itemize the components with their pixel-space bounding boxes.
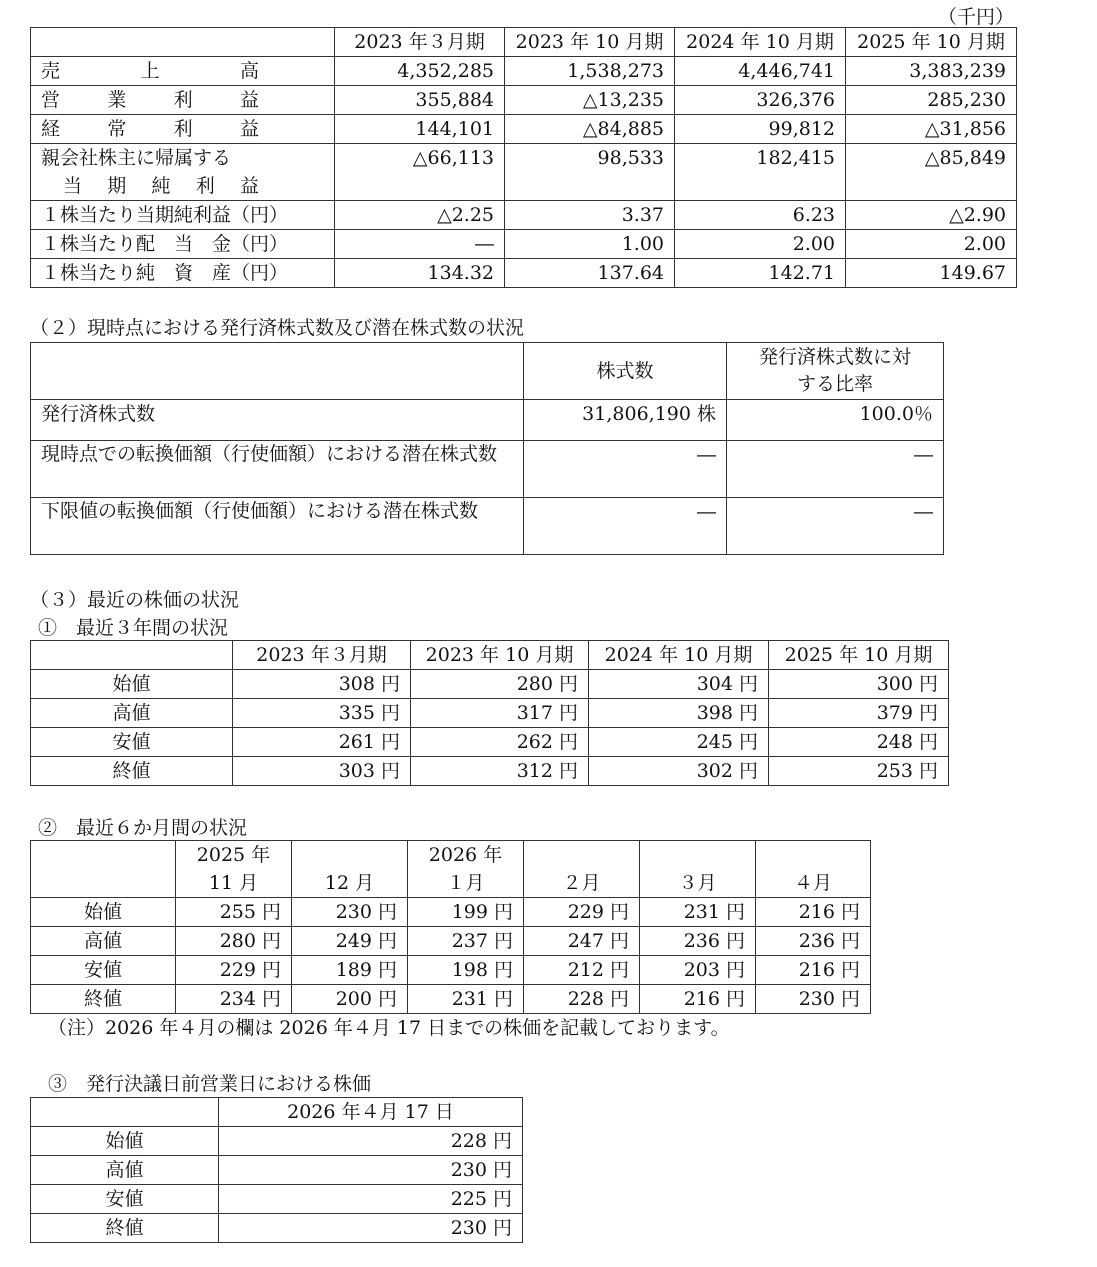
table-row	[31, 259, 1017, 288]
table-row	[31, 956, 871, 985]
table-row	[31, 400, 944, 441]
table-cell: 31,806,190 株	[524, 400, 727, 441]
table-cell: 225 円	[219, 1185, 523, 1214]
column-header: １月	[408, 869, 524, 898]
table-header-row	[31, 343, 944, 400]
table-cell: 230 円	[219, 1214, 523, 1243]
table-row	[31, 201, 1017, 230]
table-cell: 229 円	[524, 898, 640, 927]
table-cell: 144,101	[335, 115, 505, 144]
row-label: 始値	[31, 670, 233, 699]
table-cell: △31,856	[846, 115, 1017, 144]
table-cell: △13,235	[505, 86, 675, 115]
table-cell: 4,446,741	[675, 57, 846, 86]
table-row	[31, 1185, 523, 1214]
table-cell: 1.00	[505, 230, 675, 259]
table-cell: 134.32	[335, 259, 505, 288]
table-cell: 100.0％	[727, 400, 944, 441]
column-header: 2024 年 10 月期	[675, 28, 846, 57]
table-cell: 248 円	[769, 728, 949, 757]
table-row	[31, 1214, 523, 1243]
row-label: １株当たり配 当 金（円）	[31, 230, 335, 259]
table-row	[31, 1156, 523, 1185]
row-label: 終値	[31, 757, 233, 786]
table-cell: 6.23	[675, 201, 846, 230]
subsection-title-6months: ② 最近６か月間の状況	[38, 817, 248, 839]
table-cell: 229 円	[176, 956, 292, 985]
table-cell: 247 円	[524, 927, 640, 956]
row-label: 高値	[31, 1156, 219, 1185]
row-label: 現時点での転換価額（行使価額）における潜在株式数	[31, 441, 524, 498]
table-row	[31, 230, 1017, 259]
stock-resolution-day-table	[30, 1097, 523, 1243]
table-header-row	[31, 841, 871, 870]
table-cell: 200 円	[292, 985, 408, 1014]
row-label: １株当たり当期純利益（円）	[31, 201, 335, 230]
column-header: 2023 年３月期	[335, 28, 505, 57]
table-row	[31, 985, 871, 1014]
table-row	[31, 728, 949, 757]
table-cell: 216 円	[756, 898, 871, 927]
table-note: （注）2026 年４月の欄は 2026 年４月 17 日までの株価を記載しております。	[48, 1017, 730, 1039]
column-header: 11 月	[176, 869, 292, 898]
table-cell: ―	[727, 498, 944, 555]
table-cell: 228 円	[219, 1127, 523, 1156]
table-row	[31, 86, 1017, 115]
stock-6month-table	[30, 840, 871, 1014]
table-row	[31, 927, 871, 956]
column-header: ２月	[524, 869, 640, 898]
table-header-row	[31, 28, 1017, 57]
table-cell: 230 円	[292, 898, 408, 927]
row-label: 安値	[31, 728, 233, 757]
table-row	[31, 441, 944, 498]
row-label: 終値	[31, 1214, 219, 1243]
table-cell: 182,415	[675, 144, 846, 201]
shares-table	[30, 342, 944, 555]
table-cell: 231 円	[640, 898, 756, 927]
table-cell: ―	[335, 230, 505, 259]
column-header: 2023 年 10 月期	[505, 28, 675, 57]
subsection-title-3years: ① 最近３年間の状況	[38, 617, 229, 639]
row-label: 親会社株主に帰属する 当 期 純 利 益	[31, 144, 335, 201]
table-cell: 326,376	[675, 86, 846, 115]
table-cell: ―	[727, 441, 944, 498]
table-cell: 237 円	[408, 927, 524, 956]
column-header: 2025 年 10 月期	[769, 641, 949, 670]
column-header-year: 2026 年	[408, 841, 524, 870]
table-cell: 4,352,285	[335, 57, 505, 86]
column-header: 2024 年 10 月期	[589, 641, 769, 670]
table-cell: ―	[524, 498, 727, 555]
column-header: 発行済株式数に対する比率	[727, 343, 944, 400]
table-cell: 255 円	[176, 898, 292, 927]
row-label: １株当たり純 資 産（円）	[31, 259, 335, 288]
row-label: 発行済株式数	[31, 400, 524, 441]
table-cell: 203 円	[640, 956, 756, 985]
table-cell: 317 円	[411, 699, 589, 728]
table-cell: 236 円	[640, 927, 756, 956]
table-header-row	[31, 1098, 523, 1127]
table-cell: 199 円	[408, 898, 524, 927]
unit-note: （千円）	[938, 6, 1015, 28]
table-cell: 99,812	[675, 115, 846, 144]
table-cell: △2.90	[846, 201, 1017, 230]
table-cell: 1,538,273	[505, 57, 675, 86]
table-cell: 302 円	[589, 757, 769, 786]
row-label: 経 常 利 益	[31, 115, 335, 144]
column-header: ４月	[756, 869, 871, 898]
subsection-title-resolution-day: ③ 発行決議日前営業日における株価	[48, 1073, 372, 1095]
table-cell: 236 円	[756, 927, 871, 956]
table-cell: 216 円	[640, 985, 756, 1014]
column-header: 2023 年３月期	[233, 641, 411, 670]
table-cell: 303 円	[233, 757, 411, 786]
table-cell: △66,113	[335, 144, 505, 201]
table-cell: 2.00	[846, 230, 1017, 259]
row-label: 始値	[31, 898, 176, 927]
table-cell: 280 円	[411, 670, 589, 699]
table-cell: △2.25	[335, 201, 505, 230]
table-cell: 308 円	[233, 670, 411, 699]
table-row	[31, 670, 949, 699]
table-cell: 234 円	[176, 985, 292, 1014]
row-label: 高値	[31, 699, 233, 728]
section-title-stock: （３）最近の株価の状況	[30, 589, 240, 611]
table-cell: 304 円	[589, 670, 769, 699]
table-cell: 2.00	[675, 230, 846, 259]
table-cell: 212 円	[524, 956, 640, 985]
row-label: 下限値の転換価額（行使価額）における潜在株式数	[31, 498, 524, 555]
row-label: 始値	[31, 1127, 219, 1156]
table-cell: 98,533	[505, 144, 675, 201]
table-cell: △84,885	[505, 115, 675, 144]
column-header: 2025 年 10 月期	[846, 28, 1017, 57]
table-row	[31, 1127, 523, 1156]
table-cell: 230 円	[219, 1156, 523, 1185]
table-cell: 142.71	[675, 259, 846, 288]
column-header-year: 2025 年	[176, 841, 292, 870]
row-label: 高値	[31, 927, 176, 956]
table-cell: 137.64	[505, 259, 675, 288]
table-cell: 280 円	[176, 927, 292, 956]
table-cell: 3,383,239	[846, 57, 1017, 86]
table-row	[31, 757, 949, 786]
table-cell: 230 円	[756, 985, 871, 1014]
table-cell: 335 円	[233, 699, 411, 728]
table-cell: 198 円	[408, 956, 524, 985]
table-header-row	[31, 641, 949, 670]
table-cell: 253 円	[769, 757, 949, 786]
column-header: 12 月	[292, 869, 408, 898]
table-cell: 216 円	[756, 956, 871, 985]
column-header: 株式数	[524, 343, 727, 400]
table-cell: 398 円	[589, 699, 769, 728]
table-cell: 231 円	[408, 985, 524, 1014]
table-row	[31, 57, 1017, 86]
stock-3year-table	[30, 640, 949, 786]
table-cell: 300 円	[769, 670, 949, 699]
table-cell: 189 円	[292, 956, 408, 985]
table-cell: 262 円	[411, 728, 589, 757]
table-cell: 312 円	[411, 757, 589, 786]
table-cell: ―	[524, 441, 727, 498]
table-row	[31, 699, 949, 728]
row-label: 営 業 利 益	[31, 86, 335, 115]
column-header: ３月	[640, 869, 756, 898]
financial-table	[30, 27, 1017, 288]
table-row	[31, 115, 1017, 144]
row-label: 安値	[31, 1185, 219, 1214]
table-row	[31, 144, 1017, 201]
column-header: 2026 年４月 17 日	[219, 1098, 523, 1127]
table-cell: 228 円	[524, 985, 640, 1014]
table-cell: △85,849	[846, 144, 1017, 201]
row-label: 売 上 高	[31, 57, 335, 86]
section-title-shares: （２）現時点における発行済株式数及び潜在株式数の状況	[30, 317, 525, 339]
row-label: 安値	[31, 956, 176, 985]
table-cell: 249 円	[292, 927, 408, 956]
table-cell: 245 円	[589, 728, 769, 757]
table-cell: 261 円	[233, 728, 411, 757]
table-row	[31, 498, 944, 555]
table-cell: 379 円	[769, 699, 949, 728]
table-cell: 3.37	[505, 201, 675, 230]
table-cell: 149.67	[846, 259, 1017, 288]
row-label: 終値	[31, 985, 176, 1014]
table-row	[31, 898, 871, 927]
table-cell: 285,230	[846, 86, 1017, 115]
table-cell: 355,884	[335, 86, 505, 115]
column-header: 2023 年 10 月期	[411, 641, 589, 670]
